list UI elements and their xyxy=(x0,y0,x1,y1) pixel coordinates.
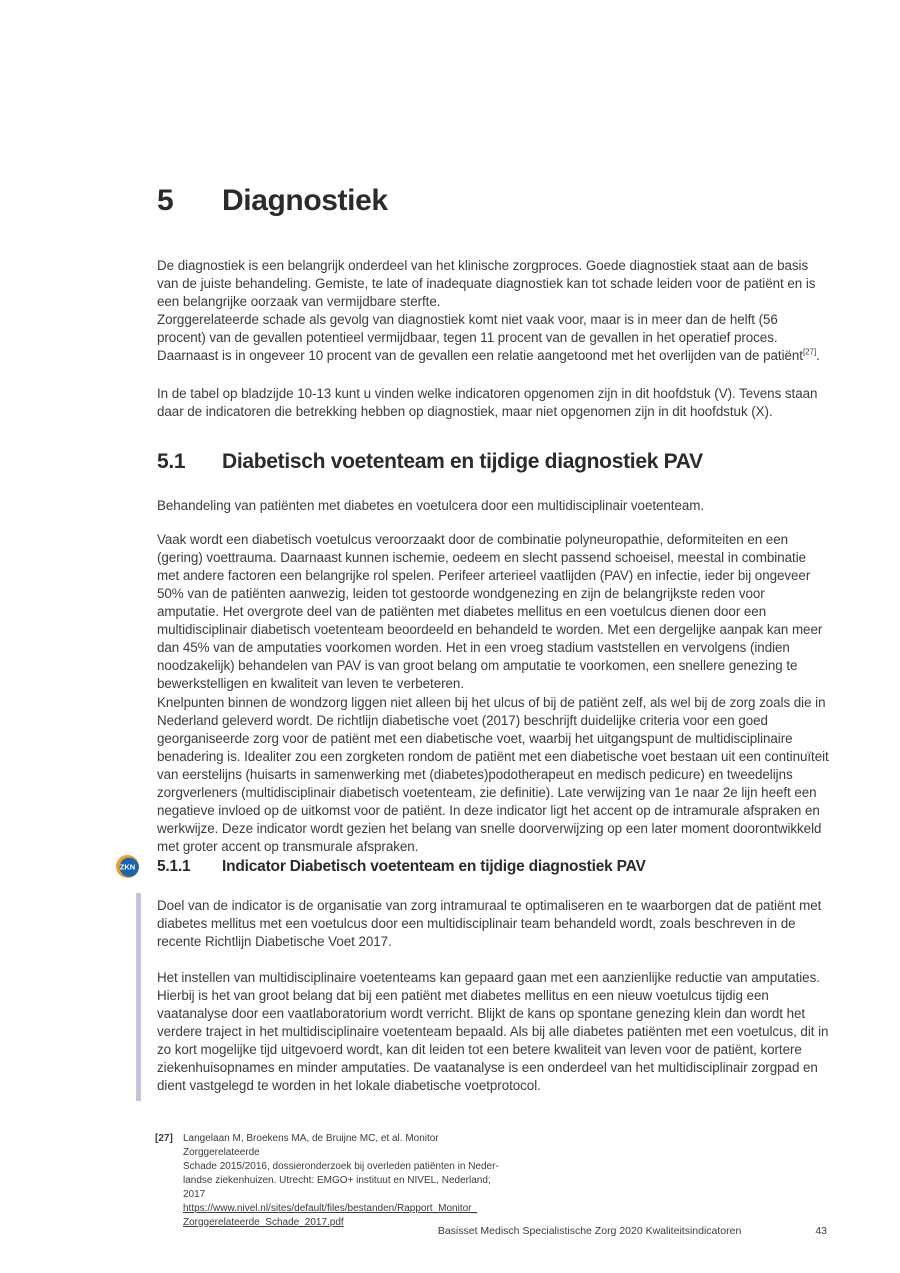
indicator-heading xyxy=(157,858,646,875)
footnote-line: Langelaan M, Broekens MA, de Bruijne MC, et al. Monitor Zorggerelateerde xyxy=(183,1133,439,1158)
footnote-text xyxy=(183,1132,515,1230)
zkn-logo-icon xyxy=(116,855,139,878)
indicator-number: 5.1.1 xyxy=(157,858,191,875)
intro-paragraph-2-period: . xyxy=(816,348,820,363)
chapter-intro xyxy=(157,257,829,365)
section-paragraph-1 xyxy=(157,531,829,693)
indicator-body-paragraph: Het instellen van multidisciplinaire voetenteams kan gepaard gaan met een aanzienlijke reductie van amputaties. Hierbij is het van groot belang dat bij een patiënt met diabetes mellitus en een nieuw voetulcus tijdig een vaatanalyse door een vaatlaboratorium wordt verricht. Blijkt de kans op spontane genezing klein dan wordt het verdere traject in het multidisciplinaire voetenteam bepaald. Als bij alle diabetes patiënten met een voetulcus, dit in zo kort mogelijke tijd uitgevoerd wordt, kan dit leiden tot een betere kwaliteit van leven voor de patiënt, kortere ziekenhuisopnames en minder amputaties. De vaatanalyse is een onderdeel van het multidisciplinair zorgpad en dient vastgelegd te worden in het lokale diabetische voetprotocol. xyxy=(157,970,829,1093)
chapter-title: Diagnostiek xyxy=(222,184,388,217)
indicator-title: Indicator Diabetisch voetenteam en tijdige diagnostiek PAV xyxy=(222,858,646,875)
footnote-link-line[interactable]: https://www.nivel.nl/sites/default/files/bestanden/Rapport_Monitor_ xyxy=(183,1203,478,1214)
intro-paragraph-2-text: Zorggerelateerde schade als gevolg van diagnostiek komt niet vaak voor, maar is in meer dan de helft (56 procent) van de gevallen potentieel vermijdbaar, tegen 11 procent van de gevallen in het operatief proces. Daarnaast is in ongeveer 10 procent van de gevallen een relatie aangetoond met het overlijden van de patiënt xyxy=(157,312,803,363)
section-lead xyxy=(157,497,829,515)
table-reference-text: In de tabel op bladzijde 10-13 kunt u vinden welke indicatoren opgenomen zijn in dit hoofdstuk (V). Tevens staan daar de indicatoren die betrekking hebben op diagnostiek, maar niet opgenomen zijn in dit hoofdstuk (X). xyxy=(157,386,818,419)
section-paragraph-2-text: Knelpunten binnen de wondzorg liggen niet alleen bij het ulcus of bij de patiënt zelf, als wel bij de zorg zoals die in Nederland geleverd wordt. De richtlijn diabetische voet (2017) beschrijft duidelijke criteria voor een goed georganiseerde zorg voor de patiënt met een diabetische voet, waarbij het uitgangspunt de multidisciplinaire benadering is. Idealiter zou een zorgketen rondom de patiënt met een diabetische voet bestaan uit een continuïteit van eerstelijns (huisarts in samenwerking met (diabetes)podotherapeut en medisch pedicure) en tweedelijns zorgverleners (multidisciplinair diabetisch voetenteam, zie definitie). Late verwijzing van 1e naar 2e lijn heeft een negatieve invloed op de uitkomst voor de patiënt. In deze indicator ligt het accent op de intramurale afspraken en werkwijze. Deze indicator wordt gezien het belang van snelle doorverwijzing op een later moment doorontwikkeld met groter accent op transmurale afspraken. xyxy=(157,695,829,854)
indicator-description-text xyxy=(157,893,829,1101)
section-paragraph-1-text: Vaak wordt een diabetisch voetulcus veroorzaakt door de combinatie polyneuropathie, deformiteiten en een (gering) voettrauma. Daarnaast kunnen ischemie, oedeem en slecht passend schoeisel, meestal in combinatie met andere factoren een belangrijke rol spelen. Perifeer arterieel vaatlijden (PAV) en infectie, ieder bij ongeveer 50% van de patiënten aanwezig, leiden tot gestoorde wondgenezing en zijn de belangrijkste reden voor amputatie. Het overgrote deel van de patiënten met diabetes mellitus en een voetulcus dienen door een multidisciplinair diabetisch voetenteam beoordeeld en behandeld te worden. Met een dergelijke aanpak kan meer dan 45% van de amputaties voorkomen worden. Het in een vroeg stadium vaststellen en vervolgens (indien noodzakelijk) behandelen van PAV is van groot belang om amputatie te voorkomen, een snellere genezing te bewerkstelligen en kwaliteit van leven te verbeteren. xyxy=(157,532,823,691)
footnote-link-line[interactable]: Zorggerelateerde_Schade_2017.pdf xyxy=(183,1217,344,1228)
page-footer xyxy=(157,1225,827,1237)
indicator-accent-bar xyxy=(136,893,141,1101)
intro-paragraph-2 xyxy=(157,311,829,365)
footer-title: Basisset Medisch Specialistische Zorg 2020 Kwaliteitsindicatoren xyxy=(437,1225,742,1237)
footnote-line: landse ziekenhuizen. Utrecht: EMGO+ instituut en NIVEL, Nederland; 2017 xyxy=(183,1175,491,1200)
footnote-line: Schade 2015/2016, dossieronderzoek bij overleden patiënten in Neder- xyxy=(183,1161,499,1172)
section-heading xyxy=(157,450,703,473)
indicator-description-block xyxy=(136,893,829,1101)
intro-paragraph-1: De diagnostiek is een belangrijk onderdeel van het klinische zorgproces. Goede diagnostiek staat aan de basis van de juiste behandeling. Gemiste, te late of inadequate diagnostiek kan tot schade leiden voor de patiënt en is een belangrijke oorzaak van vermijdbare sterfte. xyxy=(157,258,816,309)
section-paragraph-2 xyxy=(157,694,829,856)
chapter-number: 5 xyxy=(157,184,174,217)
table-reference-paragraph xyxy=(157,385,829,421)
indicator-goal-paragraph: Doel van de indicator is de organisatie van zorg intramuraal te optimaliseren en te waarborgen dat de patiënt met diabetes mellitus met een voetulcus door een multidisciplinair team behandeld wordt, zoals beschreven in de recente Richtlijn Diabetische Voet 2017. xyxy=(157,898,822,949)
footnote-marker: [27] xyxy=(155,1133,173,1144)
section-lead-text: Behandeling van patiënten met diabetes en voetulcera door een multidisciplinair voetenteam. xyxy=(157,498,705,513)
chapter-heading xyxy=(157,184,388,217)
footnote xyxy=(155,1132,515,1230)
footnote-ref-27: [27] xyxy=(802,347,817,357)
section-number: 5.1 xyxy=(157,450,186,473)
zkn-logo-text: ZKN xyxy=(119,862,136,872)
section-title: Diabetisch voetenteam en tijdige diagnostiek PAV xyxy=(222,450,703,473)
footer-page-number: 43 xyxy=(815,1225,827,1237)
